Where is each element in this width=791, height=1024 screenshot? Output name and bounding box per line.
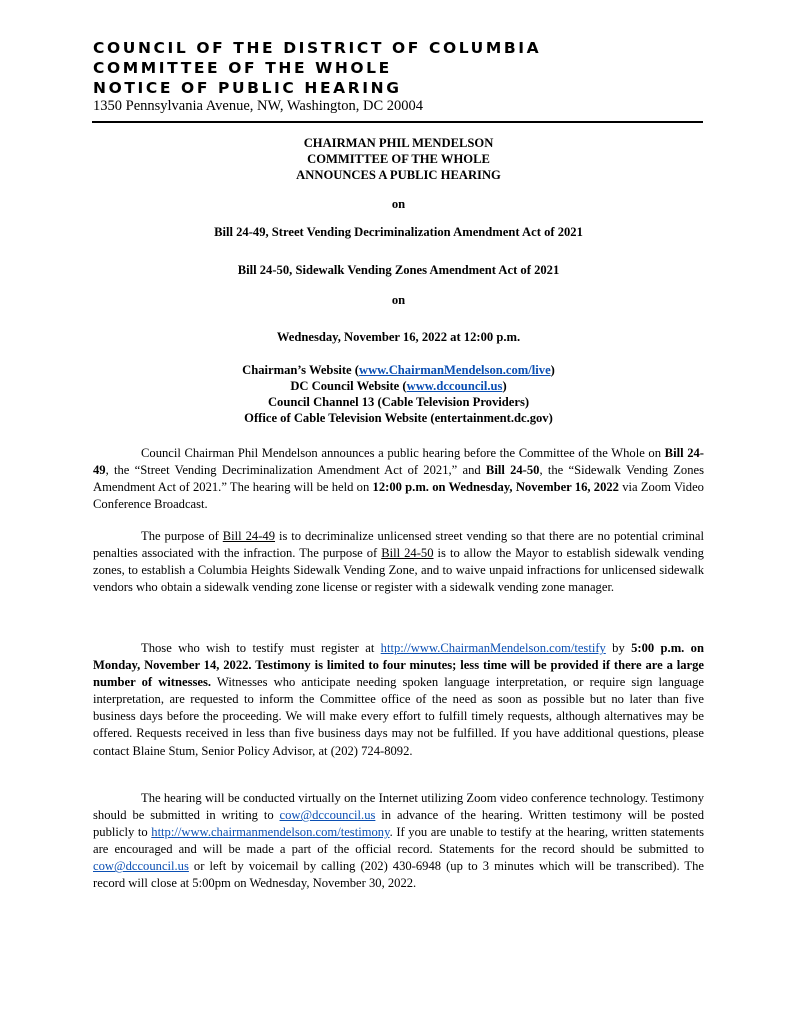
committee-title: COMMITTEE OF THE WHOLE: [93, 59, 392, 77]
committee-heading: COMMITTEE OF THE WHOLE: [307, 152, 490, 166]
paragraph-purpose: The purpose of Bill 24-49 is to decriminalize unlicensed street vending so that there are no potential criminal penalties associated with the infraction. The purpose of Bill 24-50 is to allow the Mayor to establish sidewalk vending zones, to establish a Columbia Heights Sidewalk Vending Zone, and to waive unpaid infractions for unlicensed sidewalk vendors who obtain a sidewalk vending zone license or register with a sidewalk vending zone manager.: [93, 529, 704, 595]
on-text-1: on: [391, 197, 406, 211]
bill-24-49-title: Bill 24-49, Street Vending Decriminalization Amendment Act of 2021: [214, 225, 583, 239]
chairman-website-line: Chairman’s Website (www.ChairmanMendelson.com/live): [242, 363, 555, 377]
dccouncil-link[interactable]: www.dccouncil.us: [406, 379, 503, 393]
header-divider: [92, 121, 703, 123]
paragraph-testimony: Those who wish to testify must register at http://www.ChairmanMendelson.com/testify by 5:00 p.m. on Monday, November 14, 2022. Testimony is limited to four minutes; less time will be provided if there are a large number of witnesses. Witnesses who anticipate needing spoken language interpretation, or require sign language interpretation, are requested to inform the Committee office of the need as soon as possible but no later than five business days before the proceeding. We will make every effort to fulfill timely requests, although alternatives may be offered. Requests received in less than five business days may not be fulfilled. If you have additional questions, please contact Blaine Stum, Senior Policy Advisor, at (202) 724-8092.: [93, 641, 704, 758]
cable-website-line: Office of Cable Television Website (entertainment.dc.gov): [244, 411, 553, 425]
on-text-2: on: [391, 293, 406, 307]
cow-email-link-2[interactable]: cow@dccouncil.us: [93, 859, 189, 874]
testify-link[interactable]: http://www.ChairmanMendelson.com/testify: [380, 641, 606, 655]
chairman-live-link[interactable]: www.ChairmanMendelson.com/live: [358, 363, 551, 377]
hearing-date: Wednesday, November 16, 2022 at 12:00 p.m.: [276, 330, 521, 344]
council-title: COUNCIL OF THE DISTRICT OF COLUMBIA: [93, 39, 542, 57]
notice-title: NOTICE OF PUBLIC HEARING: [93, 79, 402, 97]
testimony-link[interactable]: http://www.chairmanmendelson.com/testimony: [151, 825, 390, 840]
paragraph-virtual-hearing: The hearing will be conducted virtually on the Internet utilizing Zoom video conference technology. Testimony should be submitted in writing to cow@dccouncil.us in advance of the hearing. Written testimony will be posted publicly to http://www.chairmanmendelson.com/testimony. If you are unable to testify at the hearing, written statements are encouraged and will be made a part of the official record. Statements for the record should be submitted to cow@dccouncil.us or left by voicemail by calling (202) 430-6948 (up to 3 minutes which will be transcribed). The record will close at 5:00pm on Wednesday, November 30, 2022.: [93, 791, 704, 891]
council-address: 1350 Pennsylvania Avenue, NW, Washington, DC 20004: [93, 98, 424, 114]
chairman-heading: CHAIRMAN PHIL MENDELSON: [303, 136, 494, 150]
announces-heading: ANNOUNCES A PUBLIC HEARING: [296, 168, 501, 182]
paragraph-announcement: Council Chairman Phil Mendelson announces a public hearing before the Committee of the Whole on Bill 24-49, the “Street Vending Decriminalization Amendment Act of 2021,” and Bill 24-50, the “Sidewalk Vending Zones Amendment Act of 2021.” The hearing will be held on 12:00 p.m. on Wednesday, November 16, 2022 via Zoom Video Conference Broadcast.: [93, 446, 704, 512]
council-website-line: DC Council Website (www.dccouncil.us): [290, 379, 507, 393]
council-channel-line: Council Channel 13 (Cable Television Providers): [267, 395, 530, 409]
bill-24-50-title: Bill 24-50, Sidewalk Vending Zones Amendment Act of 2021: [237, 263, 560, 277]
cow-email-link[interactable]: cow@dccouncil.us: [279, 808, 376, 823]
